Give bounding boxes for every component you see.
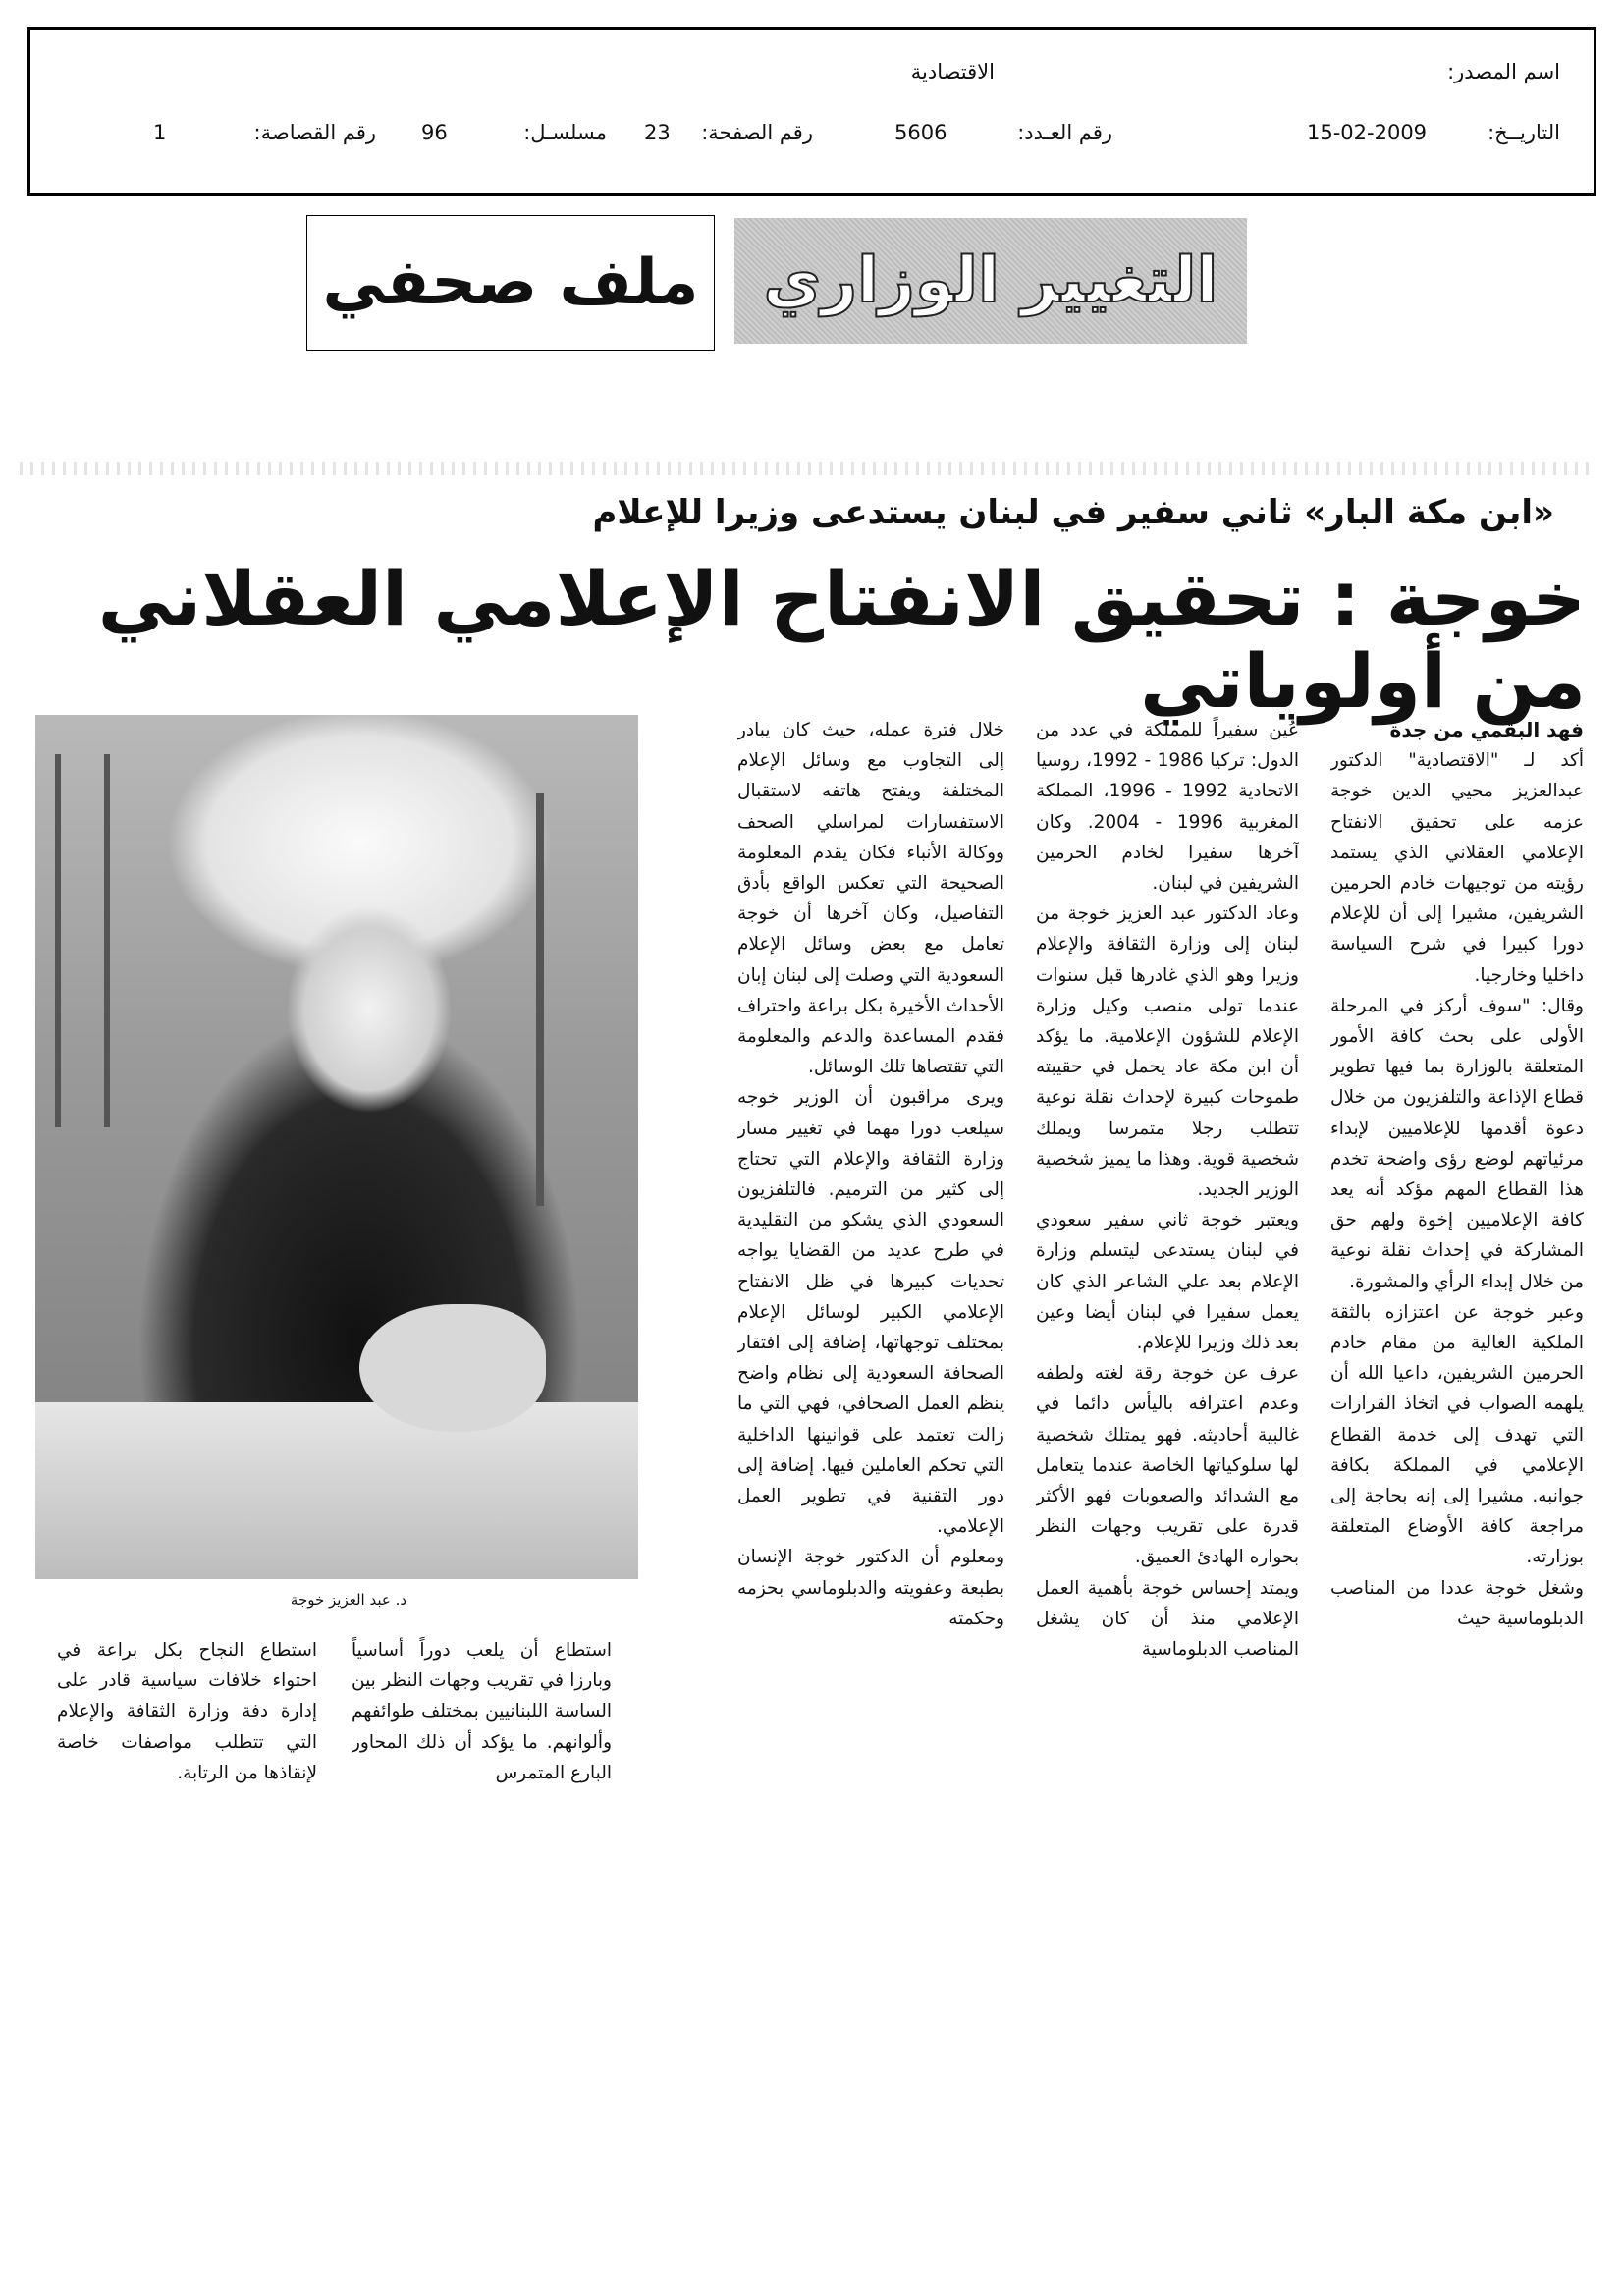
paragraph: أكد لـ "الاقتصادية" الدكتور عبدالعزيز محيي الدين خوجة عزمه على تحقيق الانفتاح الإعلامي العقلاني الذي يستمد رؤيته من توجيهات خادم الحرمين الشريفين، مشيرا إلى أن للإعلام دورا كبيرا في شرح السياسة داخليا وخارجيا.: [1330, 750, 1584, 986]
section-banner-text: التغيير الوزاري: [763, 245, 1218, 317]
paragraph: استطاع النجاح بكل براعة في احتواء خلافات سياسية قادر على إدارة دفة وزارة الثقافة والإعلام التي تتطلب مواصفات خاصة لإنقاذها من الرتابة.: [57, 1640, 317, 1783]
article-column-4: [352, 1635, 612, 1890]
photo-bookshelf: [536, 793, 544, 1206]
page-label: رقم الصفحة:: [701, 121, 813, 144]
article-column-1: [1330, 715, 1584, 1889]
paragraph: وشغل خوجة عددا من المناصب الدبلوماسية حيث: [1330, 1577, 1584, 1629]
paragraph: استطاع أن يلعب دوراً أساسياً وبارزا في تقريب وجهات النظر بين الساسة اللبنانيين بمختلف طوائفهم وألوانهم. ما يؤكد أن ذلك المحاور البارع المتمرس: [352, 1640, 612, 1783]
photo-hand: [359, 1304, 546, 1432]
paragraph: خلال فترة عمله، حيث كان يبادر إلى التجاوب مع وسائل الإعلام المختلفة ويفتح هاتفه لاستقبال الاستفسارات لمراسلي الصحف ووكالة الأنباء فكان يقدم المعلومة الصحيحة التي تعكس الواقع بأدق التفاصيل، وكان آخرها أن خوجة تعامل مع بعض وسائل الإعلام السعودية التي وصلت إلى لبنان إبان الأحداث الأخيرة بكل براعة واحتراف فقدم المساعدة والدعم والمعلومة التي تقتصاها تلك الوسائل.: [737, 720, 1004, 1078]
photo-desk: [35, 1402, 638, 1579]
portrait-photo: [35, 715, 638, 1579]
serial-label: مسلسـل:: [523, 121, 607, 144]
photo-caption: د. عبد العزيز خوجة: [290, 1591, 407, 1609]
paragraph: وعاد الدكتور عبد العزيز خوجة من لبنان إلى وزارة الثقافة والإعلام وزيرا وهو الذي غادرها قبل سنوات عندما تولى منصب وكيل وزارة الإعلام للشؤون الإعلامية. ما يؤكد أن ابن مكة عاد يحمل في حقيبته طموحات كبيرة لإحداث نقلة نوعية تتطلب رجلا متمرسا ويملك شخصية قوية. وهذا ما يميز شخصية الوزير الجديد.: [1036, 903, 1299, 1201]
clip-value: 1: [153, 121, 167, 144]
paragraph: عُين سفيراً للمملكة في عدد من الدول: تركيا 1986 - 1992، روسيا الاتحادية 1992 - 1996، المملكة المغربية 1996 - 2004. وكان آخرها سفيرا لخادم الحرمين الشريفين في لبنان.: [1036, 720, 1299, 895]
paragraph: وقال: "سوف أركز في المرحلة الأولى على بحث كافة الأمور المتعلقة بالوزارة بما فيها تطوير قطاع الإذاعة والتلفزيون من خلال دعوة أقدمها للإعلاميين لإبداء مرئياتهم لوضع رؤى واضحة تخدم هذا القطاع المهم مؤكد أنه يعد كافة الإعلاميين إخوة ولهم حق المشاركة في إحداث نقلة نوعية من خلال إبداء الرأي والمشورة.: [1330, 995, 1584, 1292]
press-file-banner: ملف صحفي: [306, 215, 715, 351]
date-value: 15-02-2009: [1307, 121, 1428, 144]
serial-value: 96: [421, 121, 448, 144]
issue-value: 5606: [894, 121, 947, 144]
article-column-2: [1036, 715, 1299, 1889]
paragraph: وعبر خوجة عن اعتزازه بالثقة الملكية الغالية من مقام خادم الحرمين الشريفين، داعيا الله أن يلهمه الصواب في اتخاذ القرارات التي تهدف إلى خدمة القطاع الإعلامي في المملكة بكافة جوانبه. مشيرا إلى إنه بحاجة إلى مراجعة كافة الأوضاع المتعلقة بوزارته.: [1330, 1301, 1584, 1568]
scan-noise-line: [20, 462, 1591, 475]
photo-bookshelf: [55, 754, 61, 1127]
date-label: التاريــخ:: [1488, 121, 1560, 144]
clip-label: رقم القصاصة:: [253, 121, 376, 144]
paragraph: عرف عن خوجة رقة لغته ولطفه وعدم اعترافه باليأس دائما في غالبية أحاديثه. فهو يمتلك شخصية لها سلوكياتها الخاصة عندما يتعامل مع الشدائد والصعوبات فهو الأكثر قدرة على تقريب وجهات النظر بحواره الهادئ العميق.: [1036, 1363, 1299, 1568]
article-column-3: [737, 715, 1004, 1889]
section-banner: [734, 218, 1247, 344]
clipping-metadata-box: [27, 27, 1596, 196]
source-value: الاقتصادية: [910, 60, 995, 83]
paragraph: ويعتبر خوجة ثاني سفير سعودي في لبنان يستدعى ليتسلم وزارة الإعلام بعد علي الشاعر الذي كان يعمل سفيرا في لبنان أيضا وعين بعد ذلك وزيرا للإعلام.: [1036, 1210, 1299, 1354]
source-label: اسم المصدر:: [1447, 60, 1560, 83]
article-kicker: «ابن مكة البار» ثاني سفير في لبنان يستدعى وزيرا للإعلام: [592, 493, 1554, 532]
issue-label: رقم العـدد:: [1017, 121, 1112, 144]
article-column-5: [57, 1635, 317, 1890]
page-value: 23: [644, 121, 671, 144]
paragraph: ومعلوم أن الدكتور خوجة الإنسان بطبعة وعفويته والدبلوماسي بحزمه وحكمته: [737, 1547, 1004, 1629]
paragraph: ويمتد إحساس خوجة بأهمية العمل الإعلامي منذ أن كان يشغل المناصب الدبلوماسية: [1036, 1577, 1299, 1661]
article-byline: فهد البقمي من جدة: [1389, 718, 1584, 741]
article-headline: خوجة : تحقيق الانفتاح الإعلامي العقلاني من أولوياتي: [97, 555, 1586, 725]
paragraph: ويرى مراقبون أن الوزير خوجه سيلعب دورا مهما في تغيير مسار وزارة الثقافة والإعلام التي تحتاج إلى كثير من الترميم. فالتلفزيون السعودي الذي يشكو من التقليدية في طرح عديد من القضايا يواجه تحديات كبيرها في ظل الانفتاح الإعلامي الكبير لوسائل الإعلام بمختلف توجهاتها، إضافة إلى افتقار الصحافة السعودية إلى نظام واضح ينظم العمل الصحافي، فهي التي ما زالت تعتمد على قوانينها الداخلية التي تحكم العاملين فيها. إضافة إلى دور التقنية في تطوير العمل الإعلامي.: [737, 1087, 1004, 1538]
photo-bookshelf: [104, 754, 110, 1127]
